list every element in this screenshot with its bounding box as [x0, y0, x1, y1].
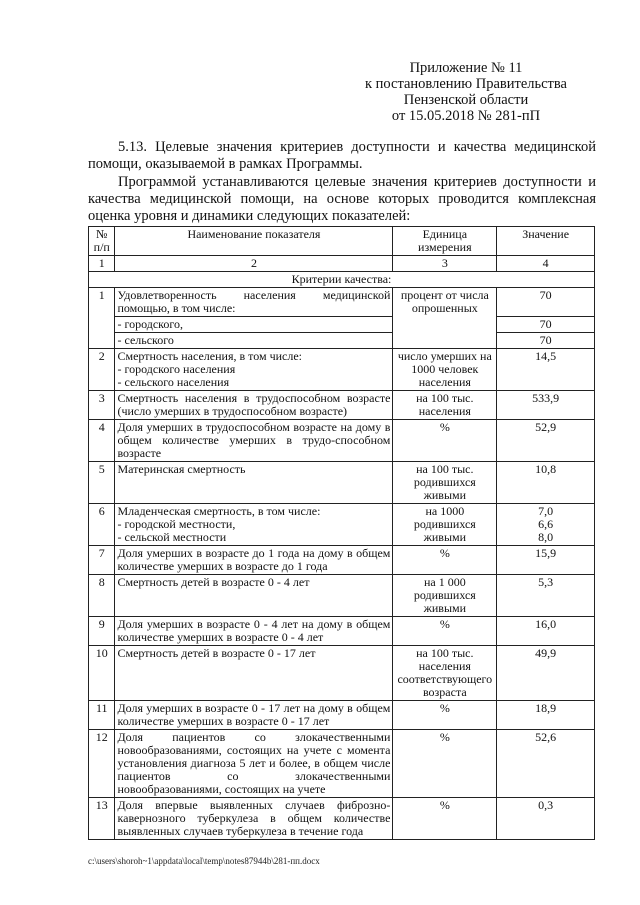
file-path-footer: c:\users\shoroh~1\appdata\local\temp\notes87944b\281-пп.docx	[88, 856, 320, 866]
row-value-cell	[497, 504, 595, 546]
row-number: 11	[89, 701, 115, 730]
row-value: 16,0	[497, 617, 595, 646]
intro-paragraph: Программой устанавливаются целевые значения критериев доступности и качества медицинской помощи, на основе которых проводится комплексная оценка уровня и динамики следующих показателей:	[88, 174, 596, 224]
row-indicator: Материнская смертность	[115, 462, 393, 504]
table-row	[89, 391, 595, 420]
appendix-date: от 15.05.2018 № 281-пП	[391, 108, 541, 124]
row-number: 7	[89, 546, 115, 575]
row-unit: процент от числа опрошенных	[393, 288, 497, 349]
row-value: 49,9	[497, 646, 595, 701]
table-row	[89, 646, 595, 701]
row-indicator: Доля пациентов со злокачественными новообразованиями, состоящих на учете с момента установления диагноза 5 лет и более, в общем числе пациентов со злокачественными новообразованиями, состоящих на учете	[115, 730, 393, 798]
table-row	[89, 349, 595, 391]
row-number: 12	[89, 730, 115, 798]
row-indicator: Смертность населения, в том числе:	[117, 349, 303, 363]
row-number: 6	[89, 504, 115, 546]
row-unit: %	[393, 546, 497, 575]
row-number: 10	[89, 646, 115, 701]
row-value: 14,5	[497, 349, 595, 391]
row-indicator: Удовлетворенность населения медицинской помощью, в том числе:	[115, 288, 393, 317]
row-unit: на 100 тыс. родившихся живыми	[393, 462, 497, 504]
row-unit: %	[393, 701, 497, 730]
row-unit: %	[393, 420, 497, 462]
row-sub-value: 70	[497, 333, 595, 349]
table-subrow	[89, 333, 595, 349]
row-unit: на 1 000 родившихся живыми	[393, 575, 497, 617]
table-subrow	[89, 317, 595, 333]
section-row	[89, 272, 595, 288]
row-value: 10,8	[497, 462, 595, 504]
section-label: Критерии качества:	[89, 272, 595, 288]
table-row	[89, 546, 595, 575]
row-sub-value: 70	[497, 317, 595, 333]
header-value: Значение	[497, 227, 595, 256]
row-indicator: Доля умерших в трудоспособном возрасте на дому в общем количестве умерших в трудо-способном возрасте	[115, 420, 393, 462]
row-unit: на 100 тыс. населения	[393, 391, 497, 420]
row-indicator: Доля умерших в возрасте 0 - 4 лет на дому в общем количестве умерших в возрасте 0 - 4 лет	[115, 617, 393, 646]
row-sub-indicator: - городского населения	[117, 362, 236, 376]
header-num: № п/п	[89, 227, 115, 256]
row-number: 4	[89, 420, 115, 462]
row-value: 15,9	[497, 546, 595, 575]
row-unit: на 1000 родившихся живыми	[393, 504, 497, 546]
row-number: 5	[89, 462, 115, 504]
row-number: 9	[89, 617, 115, 646]
row-value: 70	[497, 288, 595, 317]
row-indicator: Смертность населения в трудоспособном возрасте (число умерших в трудоспособном возрасте)	[115, 391, 393, 420]
row-indicator-cell	[115, 504, 393, 546]
row-value: 7,0	[538, 504, 554, 518]
row-sub-indicator: - сельского населения	[117, 375, 230, 389]
table-row	[89, 462, 595, 504]
row-number: 13	[89, 798, 115, 840]
column-number-row	[89, 256, 595, 272]
row-number: 3	[89, 391, 115, 420]
appendix-reference: к постановлению Правительства	[365, 76, 567, 92]
appendix-header	[346, 60, 586, 124]
header-unit: Единица измерения	[393, 227, 497, 256]
row-number: 2	[89, 349, 115, 391]
row-unit: %	[393, 617, 497, 646]
row-sub-indicator: - городской местности,	[117, 517, 236, 531]
table-row	[89, 798, 595, 840]
row-value: 6,6	[538, 517, 554, 531]
table-row	[89, 504, 595, 546]
row-value: 52,6	[497, 730, 595, 798]
table-row	[89, 575, 595, 617]
row-indicator: Младенческая смертность, в том числе:	[117, 504, 321, 518]
row-indicator: Смертность детей в возрасте 0 - 4 лет	[115, 575, 393, 617]
row-unit: %	[393, 798, 497, 840]
row-indicator: Смертность детей в возрасте 0 - 17 лет	[115, 646, 393, 701]
row-indicator: Доля умерших в возрасте до 1 года на дому в общем количестве умерших в возрасте до 1 года	[115, 546, 393, 575]
row-sub-indicator: - городского,	[115, 317, 393, 333]
row-value: 52,9	[497, 420, 595, 462]
row-value: 18,9	[497, 701, 595, 730]
row-value: 0,3	[497, 798, 595, 840]
table-row	[89, 730, 595, 798]
row-indicator: Доля впервые выявленных случаев фиброзно-кавернозного туберкулеза в общем количестве выявленных случаев туберкулеза в течение года	[115, 798, 393, 840]
row-indicator-cell	[115, 349, 393, 391]
row-unit: на 100 тыс. населения соответствующего возраста	[393, 646, 497, 701]
col-number: 2	[115, 256, 393, 272]
table-row	[89, 420, 595, 462]
section-title: 5.13. Целевые значения критериев доступности и качества медицинской помощи, оказываемой в рамках Программы.	[88, 139, 596, 172]
appendix-region: Пензенской области	[403, 92, 529, 108]
row-sub-indicator: - сельской местности	[117, 530, 227, 544]
row-unit: число умерших на 1000 человек населения	[393, 349, 497, 391]
criteria-table	[88, 226, 595, 840]
row-unit: %	[393, 730, 497, 798]
table-row	[89, 617, 595, 646]
row-value: 533,9	[497, 391, 595, 420]
row-number: 8	[89, 575, 115, 617]
table-header-row	[89, 227, 595, 256]
row-number: 1	[89, 288, 115, 349]
col-number: 4	[497, 256, 595, 272]
row-sub-indicator: - сельского	[115, 333, 393, 349]
header-name: Наименование показателя	[115, 227, 393, 256]
col-number: 1	[89, 256, 115, 272]
table-row	[89, 288, 595, 317]
table-row	[89, 701, 595, 730]
col-number: 3	[393, 256, 497, 272]
row-value: 5,3	[497, 575, 595, 617]
row-indicator: Доля умерших в возрасте 0 - 17 лет на дому в общем количестве умерших в возрасте 0 - 17 лет	[115, 701, 393, 730]
appendix-number: Приложение № 11	[409, 60, 523, 76]
row-value: 8,0	[538, 530, 554, 544]
